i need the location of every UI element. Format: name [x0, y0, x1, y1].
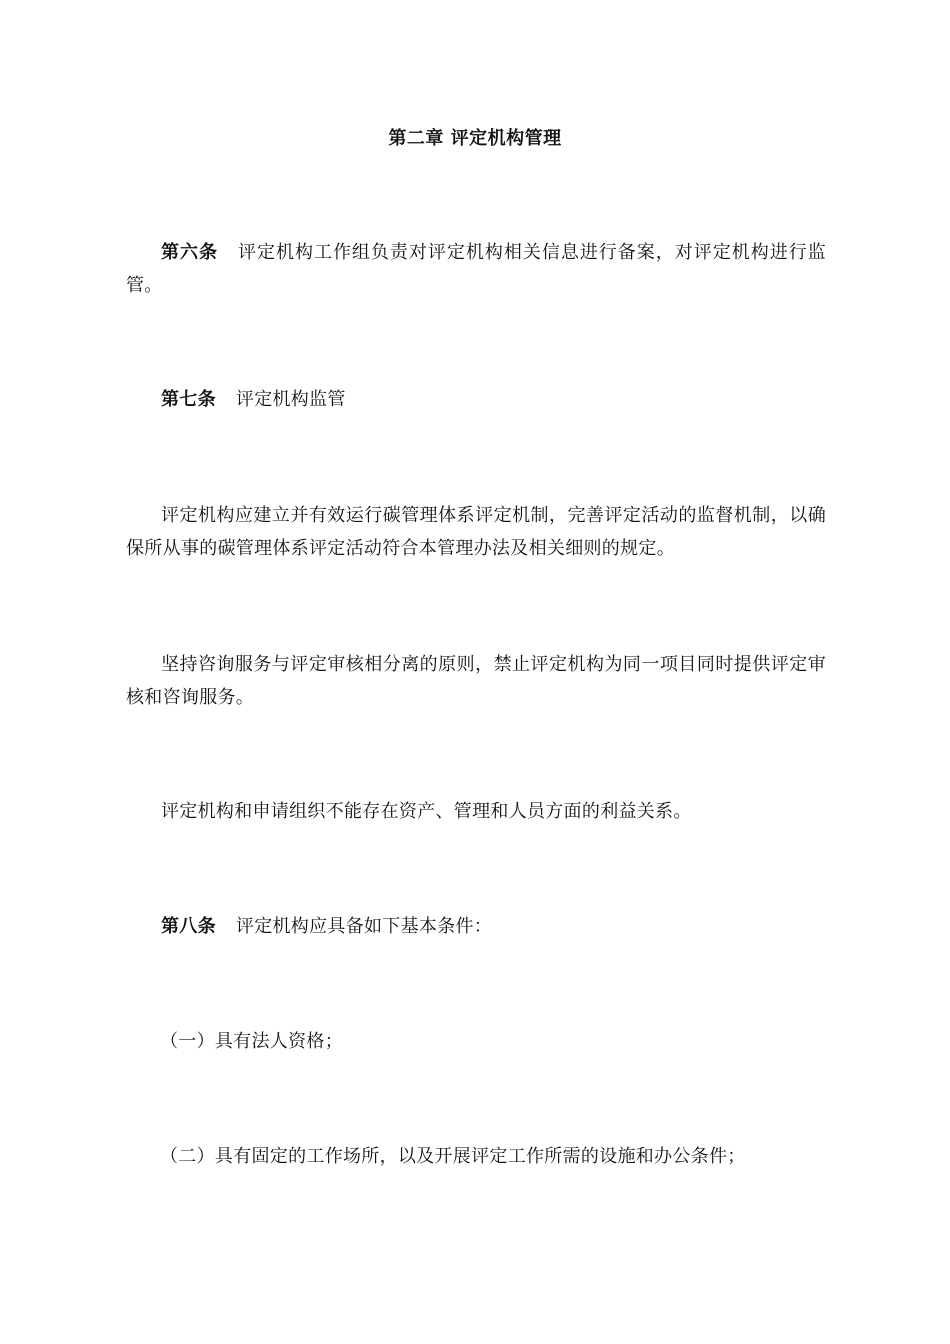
- chapter-title: 第二章 评定机构管理: [388, 128, 562, 149]
- list-item: （二）具有固定的工作场所，以及开展评定工作所需的设施和办公条件；: [160, 1146, 746, 1167]
- paragraph-separation-principle: 坚持咨询服务与评定审核相分离的原则，禁止评定机构为同一项目同时提供评定审核和咨询服务。: [126, 654, 826, 708]
- article-8-label: 第八条: [161, 916, 216, 937]
- list-item: （一）具有法人资格；: [160, 1031, 343, 1052]
- article-6-label: 第六条: [161, 242, 218, 263]
- article-7: [126, 383, 826, 416]
- article-7-label: 第七条: [161, 389, 216, 410]
- article-8: [126, 910, 826, 943]
- paragraph-supervision-mechanism: 评定机构应建立并有效运行碳管理体系评定机制，完善评定活动的监督机制，以确保所从事的碳管理体系评定活动符合本管理办法及相关细则的规定。: [126, 505, 826, 559]
- article-7-text: 评定机构监管: [235, 389, 346, 410]
- article-8-text: 评定机构应具备如下基本条件：: [235, 916, 493, 937]
- article-6: [126, 236, 826, 302]
- paragraph-interest-relationship: 评定机构和申请组织不能存在资产、管理和人员方面的利益关系。: [161, 801, 692, 822]
- article-6-text: 评定机构工作组负责对评定机构相关信息进行备案，对评定机构进行监管。: [126, 242, 827, 296]
